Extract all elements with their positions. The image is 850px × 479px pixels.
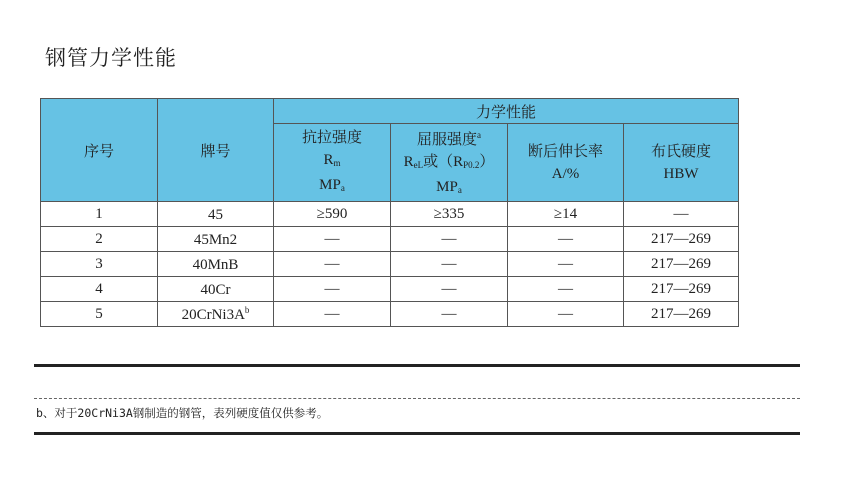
grade-text: 40MnB — [192, 256, 239, 273]
header-group-label: 力学性能 — [476, 104, 537, 121]
cell-grade — [158, 227, 274, 252]
cell-hardness: — — [624, 202, 739, 227]
tensile-unit: MP — [319, 176, 341, 193]
cell-tensile: — — [274, 277, 391, 302]
cell-index: 2 — [41, 227, 158, 252]
yield-or: 或（ — [423, 154, 454, 170]
table-row — [41, 202, 739, 227]
header-grade-label: 牌号 — [200, 143, 231, 160]
grade-note: b — [244, 304, 250, 315]
cell-yield: — — [391, 302, 508, 327]
cell-hardness: 217—269 — [624, 227, 739, 252]
cell-yield: — — [391, 277, 508, 302]
yield-symbol-2: R — [453, 154, 464, 170]
cell-tensile: — — [274, 227, 391, 252]
cell-yield: ≥335 — [391, 202, 508, 227]
header-index-label: 序号 — [83, 143, 114, 160]
cell-index: 4 — [41, 277, 158, 302]
yield-close: ） — [479, 154, 495, 170]
cell-hardness: 217—269 — [624, 302, 739, 327]
cell-grade — [158, 202, 274, 227]
cell-elongation: — — [508, 252, 624, 277]
cell-tensile: ≥590 — [274, 202, 391, 227]
cell-index: 3 — [41, 252, 158, 277]
cell-index: 1 — [41, 202, 158, 227]
footnote: b、对于20CrNi3A钢制造的钢管，表列硬度值仅供参考。 — [36, 406, 329, 420]
hardness-unit: HBW — [663, 165, 699, 182]
tensile-symbol-sub: m — [333, 157, 341, 168]
header-hardness — [624, 124, 739, 202]
cell-elongation: ≥14 — [508, 202, 624, 227]
grade-text: 45 — [208, 206, 223, 223]
cell-elongation: — — [508, 277, 624, 302]
grade-text: 20CrNi3A — [181, 306, 245, 323]
cell-grade — [158, 252, 274, 277]
header-index — [41, 99, 158, 202]
yield-symbol-1-sub: eL — [413, 160, 424, 170]
cell-grade — [158, 277, 274, 302]
cell-tensile: — — [274, 252, 391, 277]
cell-grade — [158, 302, 274, 327]
table-row — [41, 227, 739, 252]
elongation-label: 断后伸长率 — [527, 143, 603, 160]
cell-elongation: — — [508, 302, 624, 327]
table-row — [41, 302, 739, 327]
mechanical-properties-table — [40, 98, 739, 327]
hardness-label: 布氏硬度 — [651, 143, 712, 160]
cell-index: 5 — [41, 302, 158, 327]
yield-label: 屈服强度 — [416, 132, 477, 148]
yield-note: a — [477, 130, 481, 140]
cell-hardness: 217—269 — [624, 277, 739, 302]
tensile-unit-sub: a — [340, 182, 345, 193]
yield-unit: MP — [436, 179, 458, 195]
grade-text: 40Cr — [200, 281, 231, 298]
page-title: 钢管力学性能 — [45, 46, 177, 70]
elongation-unit: A/% — [551, 165, 580, 182]
divider-bottom — [34, 432, 800, 435]
cell-elongation: — — [508, 227, 624, 252]
divider-dashed — [34, 398, 800, 399]
divider-top — [34, 364, 800, 367]
yield-symbol-1: R — [403, 154, 414, 170]
header-grade — [158, 99, 274, 202]
cell-hardness: 217—269 — [624, 252, 739, 277]
tensile-symbol: R — [323, 151, 334, 168]
yield-unit-sub: a — [457, 185, 462, 195]
yield-symbol-2-sub: P0.2 — [463, 160, 480, 170]
table-row — [41, 252, 739, 277]
header-tensile-strength — [274, 124, 391, 202]
header-elongation — [508, 124, 624, 202]
cell-yield: — — [391, 227, 508, 252]
tensile-label: 抗拉强度 — [301, 129, 362, 146]
header-mechanical-properties — [274, 99, 739, 124]
cell-yield: — — [391, 252, 508, 277]
grade-text: 45Mn2 — [193, 231, 238, 248]
table-row — [41, 277, 739, 302]
cell-tensile: — — [274, 302, 391, 327]
header-yield-strength — [391, 124, 508, 202]
header-row-group — [41, 99, 739, 124]
